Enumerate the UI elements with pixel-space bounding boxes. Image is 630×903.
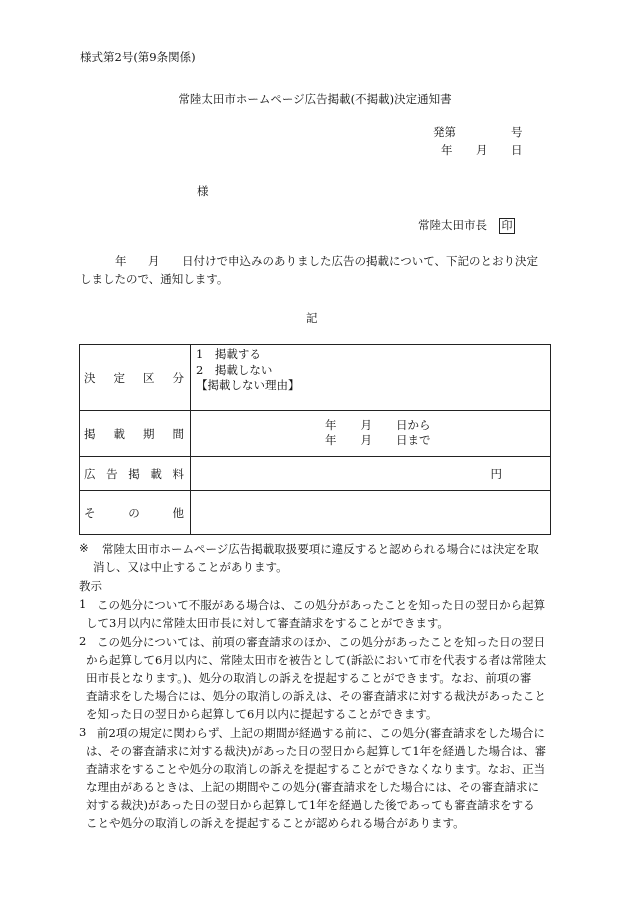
intro-text-line2: しましたので、通知します。: [80, 272, 229, 286]
table-row: [80, 457, 551, 491]
ki-label: 記: [306, 311, 318, 325]
table-row: [80, 491, 551, 535]
row-label-fee: 広 告 掲 載 料: [80, 457, 191, 491]
item2-line: から起算して6月以内に、常陸太田市を被告として(訴訟において市を代表する者は常陸太: [86, 653, 547, 667]
item2-line: 査請求をした場合には、処分の取消しの訴えは、その審査請求に対する裁決があったこと: [86, 689, 546, 703]
issue-no-suffix: 号: [511, 125, 523, 139]
form-number: 様式第2号(第9条関係): [80, 50, 196, 64]
sender: [418, 217, 515, 234]
item2-line: この処分については、前項の審査請求のほか、この処分があったことを知った日の翌日: [97, 635, 546, 649]
intro-year: 年: [115, 254, 127, 268]
item3-line: 前2項の規定に関わらず、上記の期間が経過する前に、この処分(審査請求をした場合に: [97, 726, 545, 740]
date-year: 年: [441, 143, 453, 157]
row-label-period: 掲 載 期 間: [80, 411, 191, 457]
item3-line: 対する裁決)があった日の翌日から起算して1年を経過した後であっても審査請求をする: [86, 798, 535, 812]
decision-table: [79, 344, 551, 535]
document-title: 常陸太田市ホームページ広告掲載(不掲載)決定通知書: [178, 92, 452, 106]
seal-mark: 印: [499, 218, 515, 234]
decision-options: [191, 345, 551, 411]
item3-line: ことや処分の取消しの訴えを提起することが認められる場合があります。: [86, 816, 465, 830]
instruction-heading: 教示: [79, 579, 102, 593]
item-number: 2: [79, 634, 87, 648]
item1-line: して3月以内に常陸太田市長に対して審査請求をすることができます。: [86, 616, 449, 630]
row-label-other: そ の 他: [80, 491, 191, 535]
sender-name: 常陸太田市長: [418, 218, 487, 232]
item-number: 1: [79, 597, 87, 611]
period-values: [191, 411, 551, 457]
item3-line: 査請求をすることや処分の取消しの訴えを提起することができなくなります。なお、正当: [86, 762, 546, 776]
note-line1: 常陸太田市ホームページ広告掲載取扱要項に違反すると認められる場合には決定を取: [102, 542, 539, 556]
item3-line: は、その審査請求に対する裁決)があった日の翌日から起算して1年を経過した場合は、審: [86, 744, 547, 758]
recipient-honorific: 様: [197, 184, 209, 198]
fee-value: [191, 457, 551, 491]
period-to: 年 月 日まで: [325, 433, 431, 447]
date-month: 月: [476, 143, 488, 157]
option-publish: 1 掲載する: [196, 347, 261, 361]
reason-label: 【掲載しない理由】: [196, 378, 300, 392]
table-row: [80, 411, 551, 457]
table-row: [80, 345, 551, 411]
yen-unit: 円: [490, 466, 502, 481]
date-day: 日: [511, 143, 523, 157]
item2-line: を知った日の翌日から起算して6月以内に提起することができます。: [86, 707, 438, 721]
item2-line: 田市長となります。)、処分の取消しの訴えを提起することができます。なお、前項の審: [86, 671, 532, 685]
intro-month: 月: [148, 254, 160, 268]
note-mark: ※: [79, 541, 89, 555]
item1-line: この処分について不服がある場合は、この処分があったことを知った日の翌日から起算: [97, 598, 546, 612]
period-from: 年 月 日から: [325, 418, 431, 432]
issue-no-label: 発第: [433, 125, 456, 139]
intro-text-line1: 日付けで申込みのありました広告の掲載について、下記のとおり決定: [182, 254, 539, 268]
row-label-decision: 決 定 区 分: [80, 345, 191, 411]
item3-line: な理由があるときは、上記の期間やこの処分(審査請求をした場合には、その審査請求に: [86, 780, 539, 794]
option-not-publish: 2 掲載しない: [196, 362, 273, 377]
other-value: [191, 491, 551, 535]
note-line2: 消し、又は中止することがあります。: [93, 560, 288, 574]
item-number: 3: [79, 725, 87, 739]
